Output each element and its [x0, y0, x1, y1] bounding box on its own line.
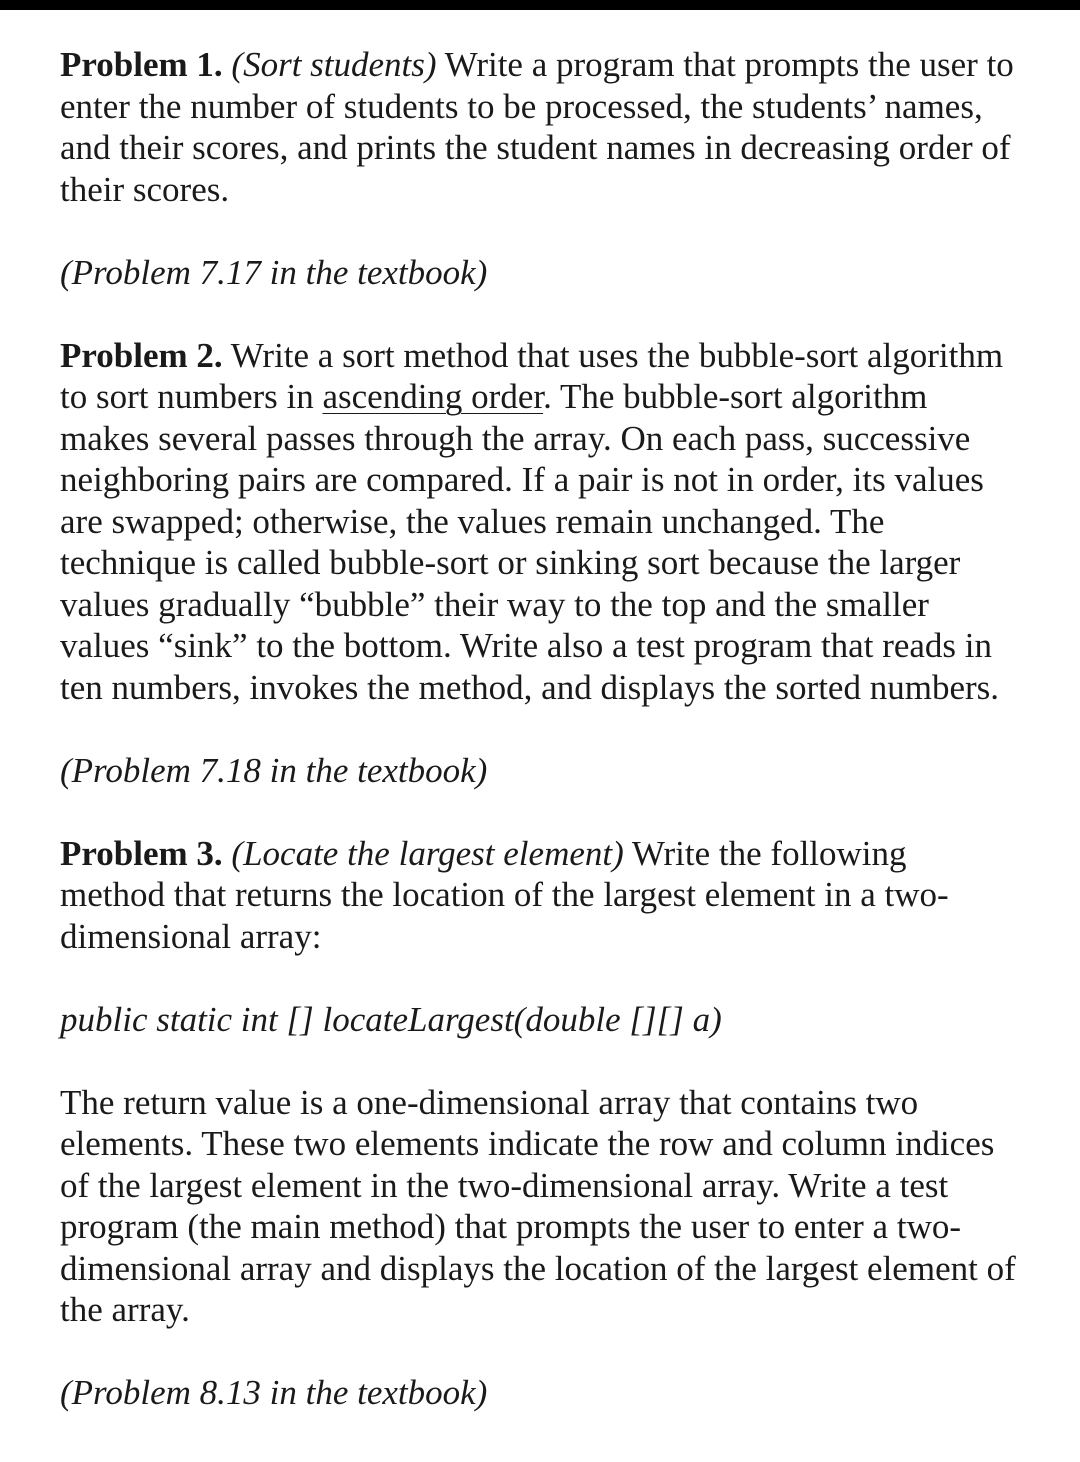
assignment-document	[60, 44, 1020, 1414]
problem-2-statement	[60, 335, 1020, 709]
problem-2-underlined-term: ascending order	[322, 377, 544, 416]
problem-3-explanation: The return value is a one-dimensional array that contains two elements. These two elements indicate the row and column indices of the largest element in the two-dimensional array. Write a test program (the main method) that prompts the user to enter a two-dimensional array and displays the location of the largest element of the array.	[60, 1082, 1016, 1329]
problem-1-reference: (Problem 7.17 in the textbook)	[60, 252, 488, 292]
problem-1-label: Problem 1.	[60, 45, 223, 84]
problem-3-reference: (Problem 8.13 in the textbook)	[60, 1373, 488, 1412]
problem-1-title: (Sort students)	[231, 45, 437, 84]
problem-2-body-after: . The bubble-sort algorithm makes several passes through the array. On each pass, successive neighboring pairs are compared. If a pair is not in order, its values are swapped; otherwise, the values remain unchanged. The technique is called bubble-sort or sinking sort because the larger values gradually “bubble” their way to the top and the smaller values “sink” to the bottom. Write also a test program that reads in ten numbers, invokes the method, and displays the sorted numbers.	[60, 377, 1000, 707]
problem-1-body: Write a program that prompts the user to enter the number of students to be processed, the students’ names, and their scores, and prints the student names in decreasing order of their scores.	[60, 45, 1014, 209]
problem-3-label: Problem 3.	[60, 833, 223, 873]
problem-2-reference: (Problem 7.18 in the textbook)	[60, 750, 488, 790]
top-border-bar	[0, 0, 1080, 10]
problem-2-label: Problem 2.	[60, 335, 223, 375]
problem-3-title: (Locate the largest element)	[231, 833, 624, 873]
problem-3-method-signature: public static int [] locateLargest(double [][] a)	[60, 999, 722, 1039]
problem-2-body-before: Write a sort method that uses the bubble-sort algorithm to sort numbers in	[60, 335, 1004, 416]
problem-1-statement	[60, 44, 1020, 210]
problem-3-statement	[60, 833, 1020, 958]
problem-3-body: Write the following method that returns the location of the largest element in a two-dimensional array:	[60, 833, 949, 956]
